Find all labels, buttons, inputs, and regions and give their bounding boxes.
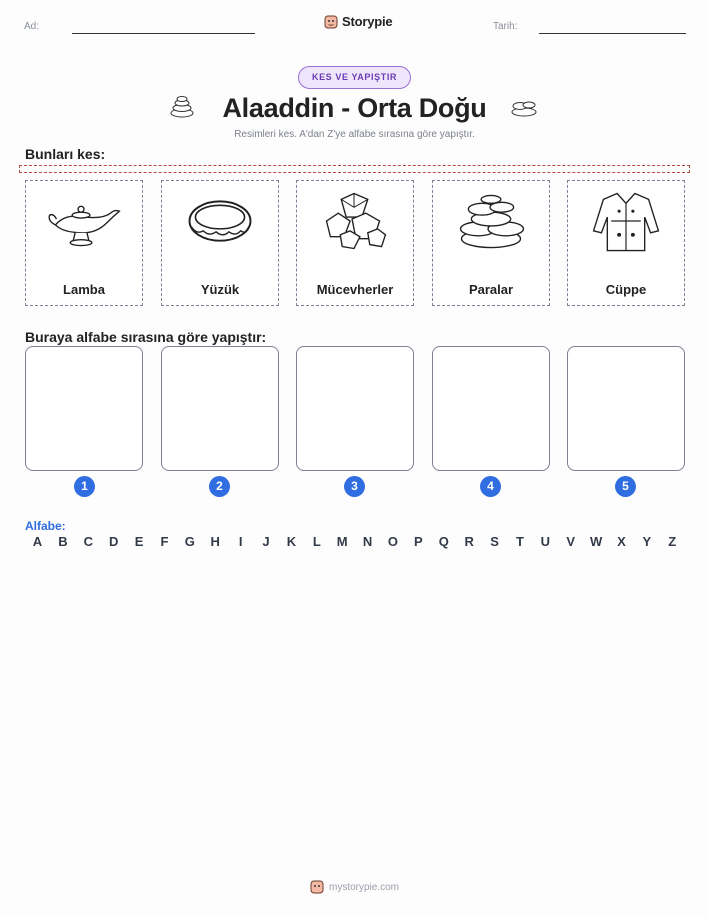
card-label: Paralar xyxy=(468,282,514,297)
alphabet-letter: R xyxy=(464,534,474,549)
paste-slot-5[interactable] xyxy=(567,346,685,471)
paste-slot-4[interactable] xyxy=(432,346,550,471)
alphabet-letter: Z xyxy=(668,534,677,549)
alphabet-letter: W xyxy=(589,534,603,549)
alphabet-letter: N xyxy=(362,534,373,549)
alphabet-letter: K xyxy=(286,534,297,549)
alphabet-letter: O xyxy=(387,534,399,549)
storypie-mascot-icon xyxy=(324,15,338,29)
alphabet-letter: V xyxy=(566,534,576,549)
alphabet-letter: J xyxy=(262,534,270,549)
alphabet-letter: P xyxy=(414,534,423,549)
alphabet-row xyxy=(25,534,685,549)
alphabet-heading: Alfabe: xyxy=(25,519,66,533)
slot-number: 3 xyxy=(344,476,365,497)
cut-card-lamp[interactable] xyxy=(25,180,143,306)
date-line xyxy=(539,33,686,34)
coins-icon xyxy=(433,187,549,257)
alphabet-letter: A xyxy=(32,534,43,549)
instructions: Resimleri kes. A'dan Z'ye alfabe sırasına göre yapıştır. xyxy=(234,129,475,140)
cut-line xyxy=(19,165,690,173)
footer-url[interactable]: mystorypie.com xyxy=(328,881,399,893)
alphabet-letter: F xyxy=(160,534,169,549)
date-label: Tarih: xyxy=(493,21,518,32)
brand-name: Storypie xyxy=(342,14,393,29)
footer xyxy=(0,880,709,894)
jewels-icon xyxy=(297,187,413,257)
page-title: Alaaddin - Orta Doğu xyxy=(222,93,487,123)
alphabet-letter: X xyxy=(617,534,626,549)
alphabet-letter: Y xyxy=(642,534,652,549)
paste-heading: Buraya alfabe sırasına göre yapıştır: xyxy=(25,329,267,345)
alphabet-letter: M xyxy=(336,534,348,549)
alphabet-letter: S xyxy=(490,534,499,549)
cut-card-robe[interactable] xyxy=(567,180,685,306)
alphabet-letter: L xyxy=(312,534,321,549)
slot-number: 2 xyxy=(209,476,230,497)
cut-heading: Bunları kes: xyxy=(25,146,106,162)
alphabet-letter: C xyxy=(83,534,93,549)
slot-number: 1 xyxy=(74,476,95,497)
card-label: Cüppe xyxy=(605,282,647,297)
slot-number: 4 xyxy=(480,476,501,497)
name-label: Ad: xyxy=(24,21,40,32)
alphabet-letter: H xyxy=(210,534,220,549)
title-row xyxy=(0,93,709,124)
alphabet-letter: E xyxy=(134,534,144,549)
card-label: Mücevherler xyxy=(316,282,394,297)
activity-badge: KES VE YAPIŞTIR xyxy=(298,66,411,89)
paste-slot-3[interactable] xyxy=(296,346,414,471)
oil-lamp-icon xyxy=(26,187,142,257)
alphabet-letter: U xyxy=(540,534,550,549)
alphabet-letter: B xyxy=(58,534,68,549)
card-label: Lamba xyxy=(63,282,105,297)
alphabet-letter: I xyxy=(238,534,243,549)
alphabet-letter: T xyxy=(515,534,524,549)
coin-pile-icon xyxy=(509,94,539,118)
ring-icon xyxy=(162,187,278,257)
cut-card-jewels[interactable] xyxy=(296,180,414,306)
alphabet-letter: Q xyxy=(438,534,449,549)
alphabet-letter: D xyxy=(108,534,119,549)
worksheet-header xyxy=(0,0,709,50)
robe-icon xyxy=(568,187,684,257)
storypie-mascot-icon xyxy=(310,880,324,894)
card-label: Yüzük xyxy=(200,282,240,297)
paste-slot-1[interactable] xyxy=(25,346,143,471)
cut-card-coins[interactable] xyxy=(432,180,550,306)
alphabet-letter: G xyxy=(184,534,195,549)
slot-number: 5 xyxy=(615,476,636,497)
brand-logo xyxy=(324,14,392,29)
name-line xyxy=(72,33,255,34)
paste-slot-2[interactable] xyxy=(161,346,279,471)
cut-card-ring[interactable] xyxy=(161,180,279,306)
